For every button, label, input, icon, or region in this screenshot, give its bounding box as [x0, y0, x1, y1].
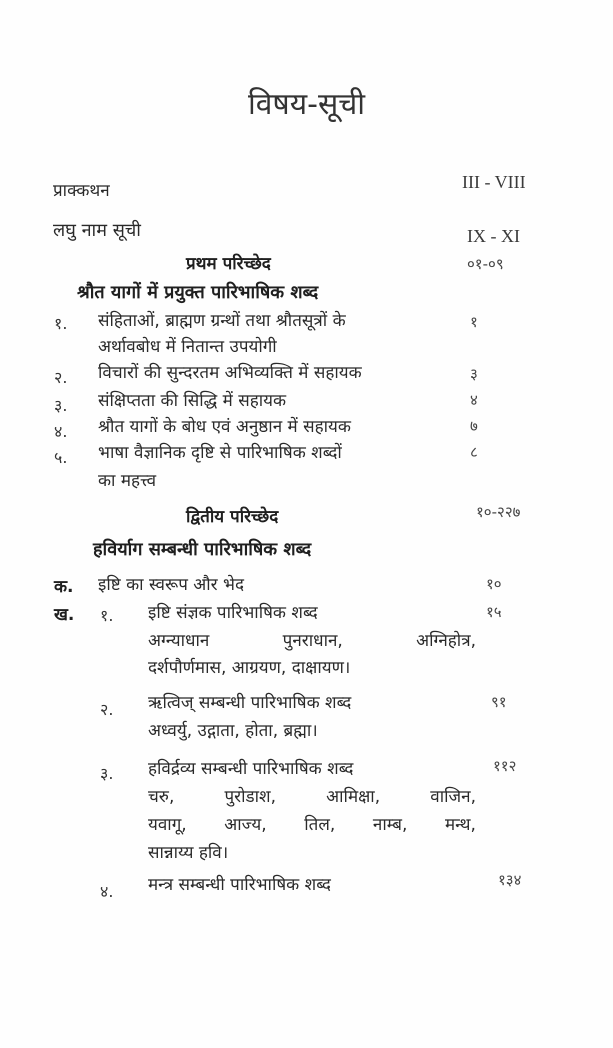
- item-text-continued: का महत्त्व: [98, 471, 157, 491]
- detail-word: आज्य,: [224, 815, 267, 835]
- toc-entry-abbreviations: लघु नाम सूची: [53, 220, 141, 241]
- item-page: ४: [470, 391, 478, 409]
- item-number: २.: [54, 368, 68, 387]
- detail-word: आमिक्षा,: [326, 787, 381, 807]
- item-page: ११२: [493, 757, 517, 775]
- item-number: ४.: [100, 882, 114, 901]
- item-detail-line: [148, 812, 476, 835]
- item-text: भाषा वैज्ञानिक दृष्टि से पारिभाषिक शब्दों: [98, 443, 342, 463]
- item-page: १५: [486, 603, 502, 621]
- detail-word: मन्थ,: [444, 815, 476, 835]
- page-title: विषय-सूची: [247, 87, 366, 122]
- detail-word: अग्न्याधान: [148, 631, 210, 651]
- section-label-kha: ख.: [54, 605, 75, 625]
- item-text-continued: अर्थावबोध में नितान्त उपयोगी: [98, 337, 277, 357]
- toc-pages-preface: III - VIII: [462, 172, 526, 192]
- toc-entry-preface: प्राक्कथन: [53, 181, 110, 201]
- item-detail-line: [148, 784, 476, 807]
- chapter1-pages: ०१-०९: [467, 255, 504, 273]
- item-detail-line: सान्नाय्य हवि।: [148, 843, 229, 863]
- item-number: १.: [100, 606, 114, 625]
- item-page: ७: [470, 417, 478, 435]
- detail-word: वाजिन,: [430, 787, 476, 807]
- item-detail-line: दर्शपौर्णमास, आग्रयण, दाक्षायण।: [148, 658, 351, 678]
- item-number: ३.: [100, 764, 114, 783]
- item-page: १३४: [498, 871, 522, 889]
- item-number: ३.: [54, 396, 68, 415]
- detail-word: चरु,: [148, 787, 175, 807]
- item-number: ४.: [54, 422, 68, 441]
- chapter2-heading: द्वितीय परिच्छेद: [186, 507, 279, 527]
- section-text: इष्टि का स्वरूप और भेद: [98, 575, 245, 595]
- chapter2-pages: १०-२२७: [476, 503, 521, 521]
- item-text: संहिताओं, ब्राह्मण ग्रन्थों तथा श्रौतसूत्रों के: [98, 311, 346, 331]
- detail-word: अग्निहोत्र,: [416, 631, 476, 651]
- chapter1-heading: प्रथम परिच्छेद: [186, 254, 271, 274]
- item-page: १: [470, 313, 478, 331]
- item-page: ८: [470, 443, 478, 461]
- item-text: मन्त्र सम्बन्धी पारिभाषिक शब्द: [148, 875, 331, 895]
- item-page: ३: [470, 365, 478, 383]
- detail-word: यवागू,: [148, 815, 187, 835]
- toc-pages-abbreviations: IX - XI: [467, 226, 520, 246]
- item-text: ऋत्विज् सम्बन्धी पारिभाषिक शब्द: [148, 693, 352, 713]
- detail-word: तिल,: [304, 815, 336, 835]
- chapter1-subtitle: श्रौत यागों में प्रयुक्त पारिभाषिक शब्द: [77, 282, 319, 303]
- item-text: श्रौत यागों के बोध एवं अनुष्ठान में सहायक: [98, 417, 351, 437]
- item-detail-line: [148, 628, 476, 651]
- item-page: ९१: [491, 693, 507, 711]
- chapter2-subtitle: हविर्याग सम्बन्धी पारिभाषिक शब्द: [93, 539, 312, 560]
- item-text: हविर्द्रव्य सम्बन्धी पारिभाषिक शब्द: [148, 759, 354, 779]
- item-text: विचारों की सुन्दरतम अभिव्यक्ति में सहायक: [98, 363, 362, 383]
- item-text: संक्षिप्तता की सिद्धि में सहायक: [98, 391, 287, 411]
- item-number: २.: [100, 700, 114, 719]
- detail-word: पुनराधान,: [282, 631, 343, 651]
- item-number: १.: [54, 314, 68, 333]
- detail-word: नाम्ब,: [372, 815, 408, 835]
- section-page: १०: [486, 575, 502, 593]
- detail-word: पुरोडाश,: [224, 787, 277, 807]
- item-number: ५.: [54, 448, 68, 467]
- section-label-ka: क.: [54, 577, 74, 597]
- item-detail-line: अध्वर्यु, उद्गाता, होता, ब्रह्मा।: [148, 721, 318, 741]
- item-text: इष्टि संज्ञक पारिभाषिक शब्द: [148, 603, 318, 623]
